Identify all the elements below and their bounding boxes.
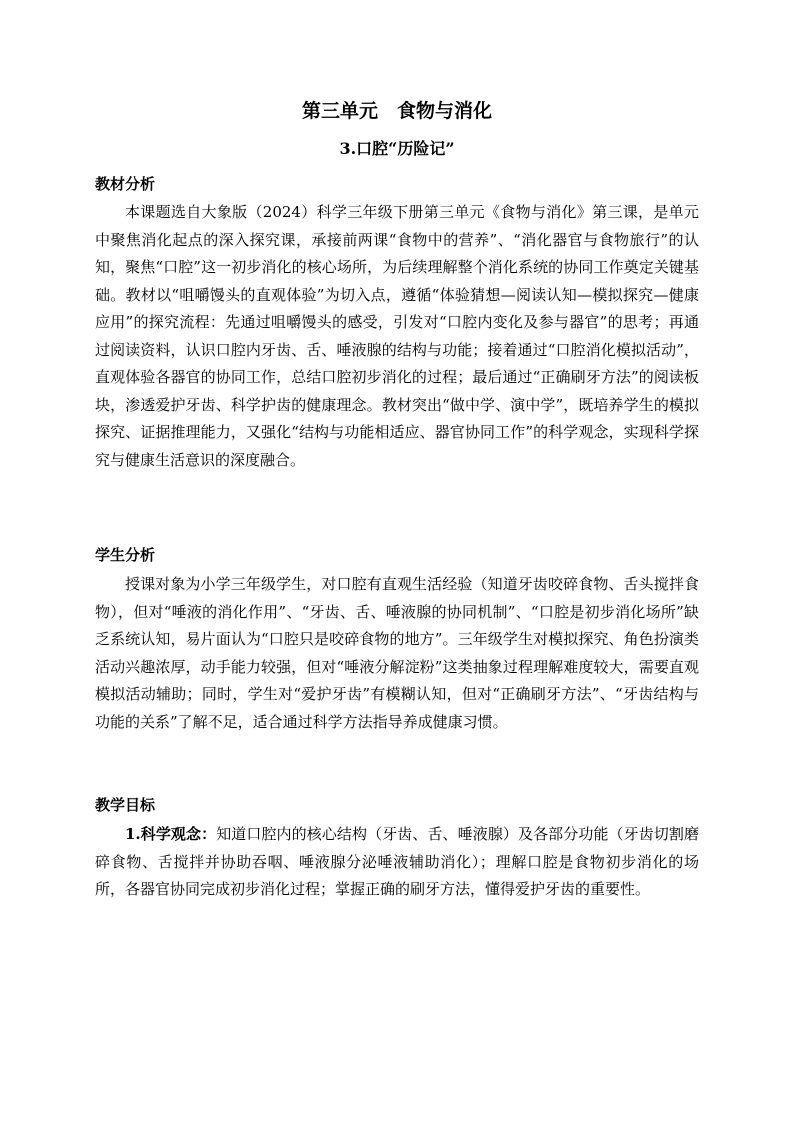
lesson-title: 3.口腔“历险记” xyxy=(339,139,455,158)
section-heading-student-analysis: 学生分析 xyxy=(95,546,156,564)
paragraph-textbook-analysis: 本课题选自大象版（2024）科学三年级下册第三单元《食物与消化》第三课，是单元中聚焦消化起点的深入探究课，承接前两课“食物中的营养”、“消化器官与食物旅行”的认知，聚焦“口腔”这一初步消化的核心场所，为后续理解整个消化系统的协同工作奠定关键基础。教材以“咀嚼馒头的直观体验”为切入点，遵循“体验猜想—阅读认知—模拟探究—健康应用”的探究流程：先通过咀嚼馒头的感受，引发对“口腔内变化及参与器官”的思考；再通过阅读资料，认识口腔内牙齿、舌、唾液腺的结构与功能；接着通过“口腔消化模拟活动”，直观体验各器官的协同工作，总结口腔初步消化的过程；最后通过“正确刷牙方法”的阅读板块，渗透爱护牙齿、科学护齿的健康理念。教材突出“做中学、演中学”，既培养学生的模拟探究、证据推理能力，又强化“结构与功能相适应、器官协同工作”的科学观念，实现科学探究与健康生活意识的深度融合。 xyxy=(95,203,699,469)
paragraph-teaching-objectives xyxy=(95,821,699,904)
section-heading-teaching-objectives: 教学目标 xyxy=(95,796,156,814)
objective-text: 知道口腔内的核心结构（牙齿、舌、唾液腺）及各部分功能（牙齿切割磨碎食物、舌搅拌并协助吞咽、唾液腺分泌唾液辅助消化）；理解口腔是食物初步消化的场所，各器官协同完成初步消化过程；掌握正确的刷牙方法，懂得爱护牙齿的重要性。 xyxy=(95,825,699,898)
section-heading-textbook-analysis: 教材分析 xyxy=(95,175,156,193)
unit-title: 第三单元 食物与消化 xyxy=(301,100,492,122)
objective-lead-label: 1.科学观念： xyxy=(125,825,217,843)
paragraph-student-analysis: 授课对象为小学三年级学生，对口腔有直观生活经验（知道牙齿咬碎食物、舌头搅拌食物），但对“唾液的消化作用”、“牙齿、舌、唾液腺的协同机制”、“口腔是初步消化场所”缺乏系统认知，易片面认为“口腔只是咬碎食物的地方”。三年级学生对模拟探究、角色扮演类活动兴趣浓厚，动手能力较强，但对“唾液分解淀粉”这类抽象过程理解难度较大，需要直观模拟活动辅助；同时，学生对“爱护牙齿”有模糊认知，但对“正确刷牙方法”、“牙齿结构与功能的关系”了解不足，适合通过科学方法指导养成健康习惯。 xyxy=(95,575,699,731)
